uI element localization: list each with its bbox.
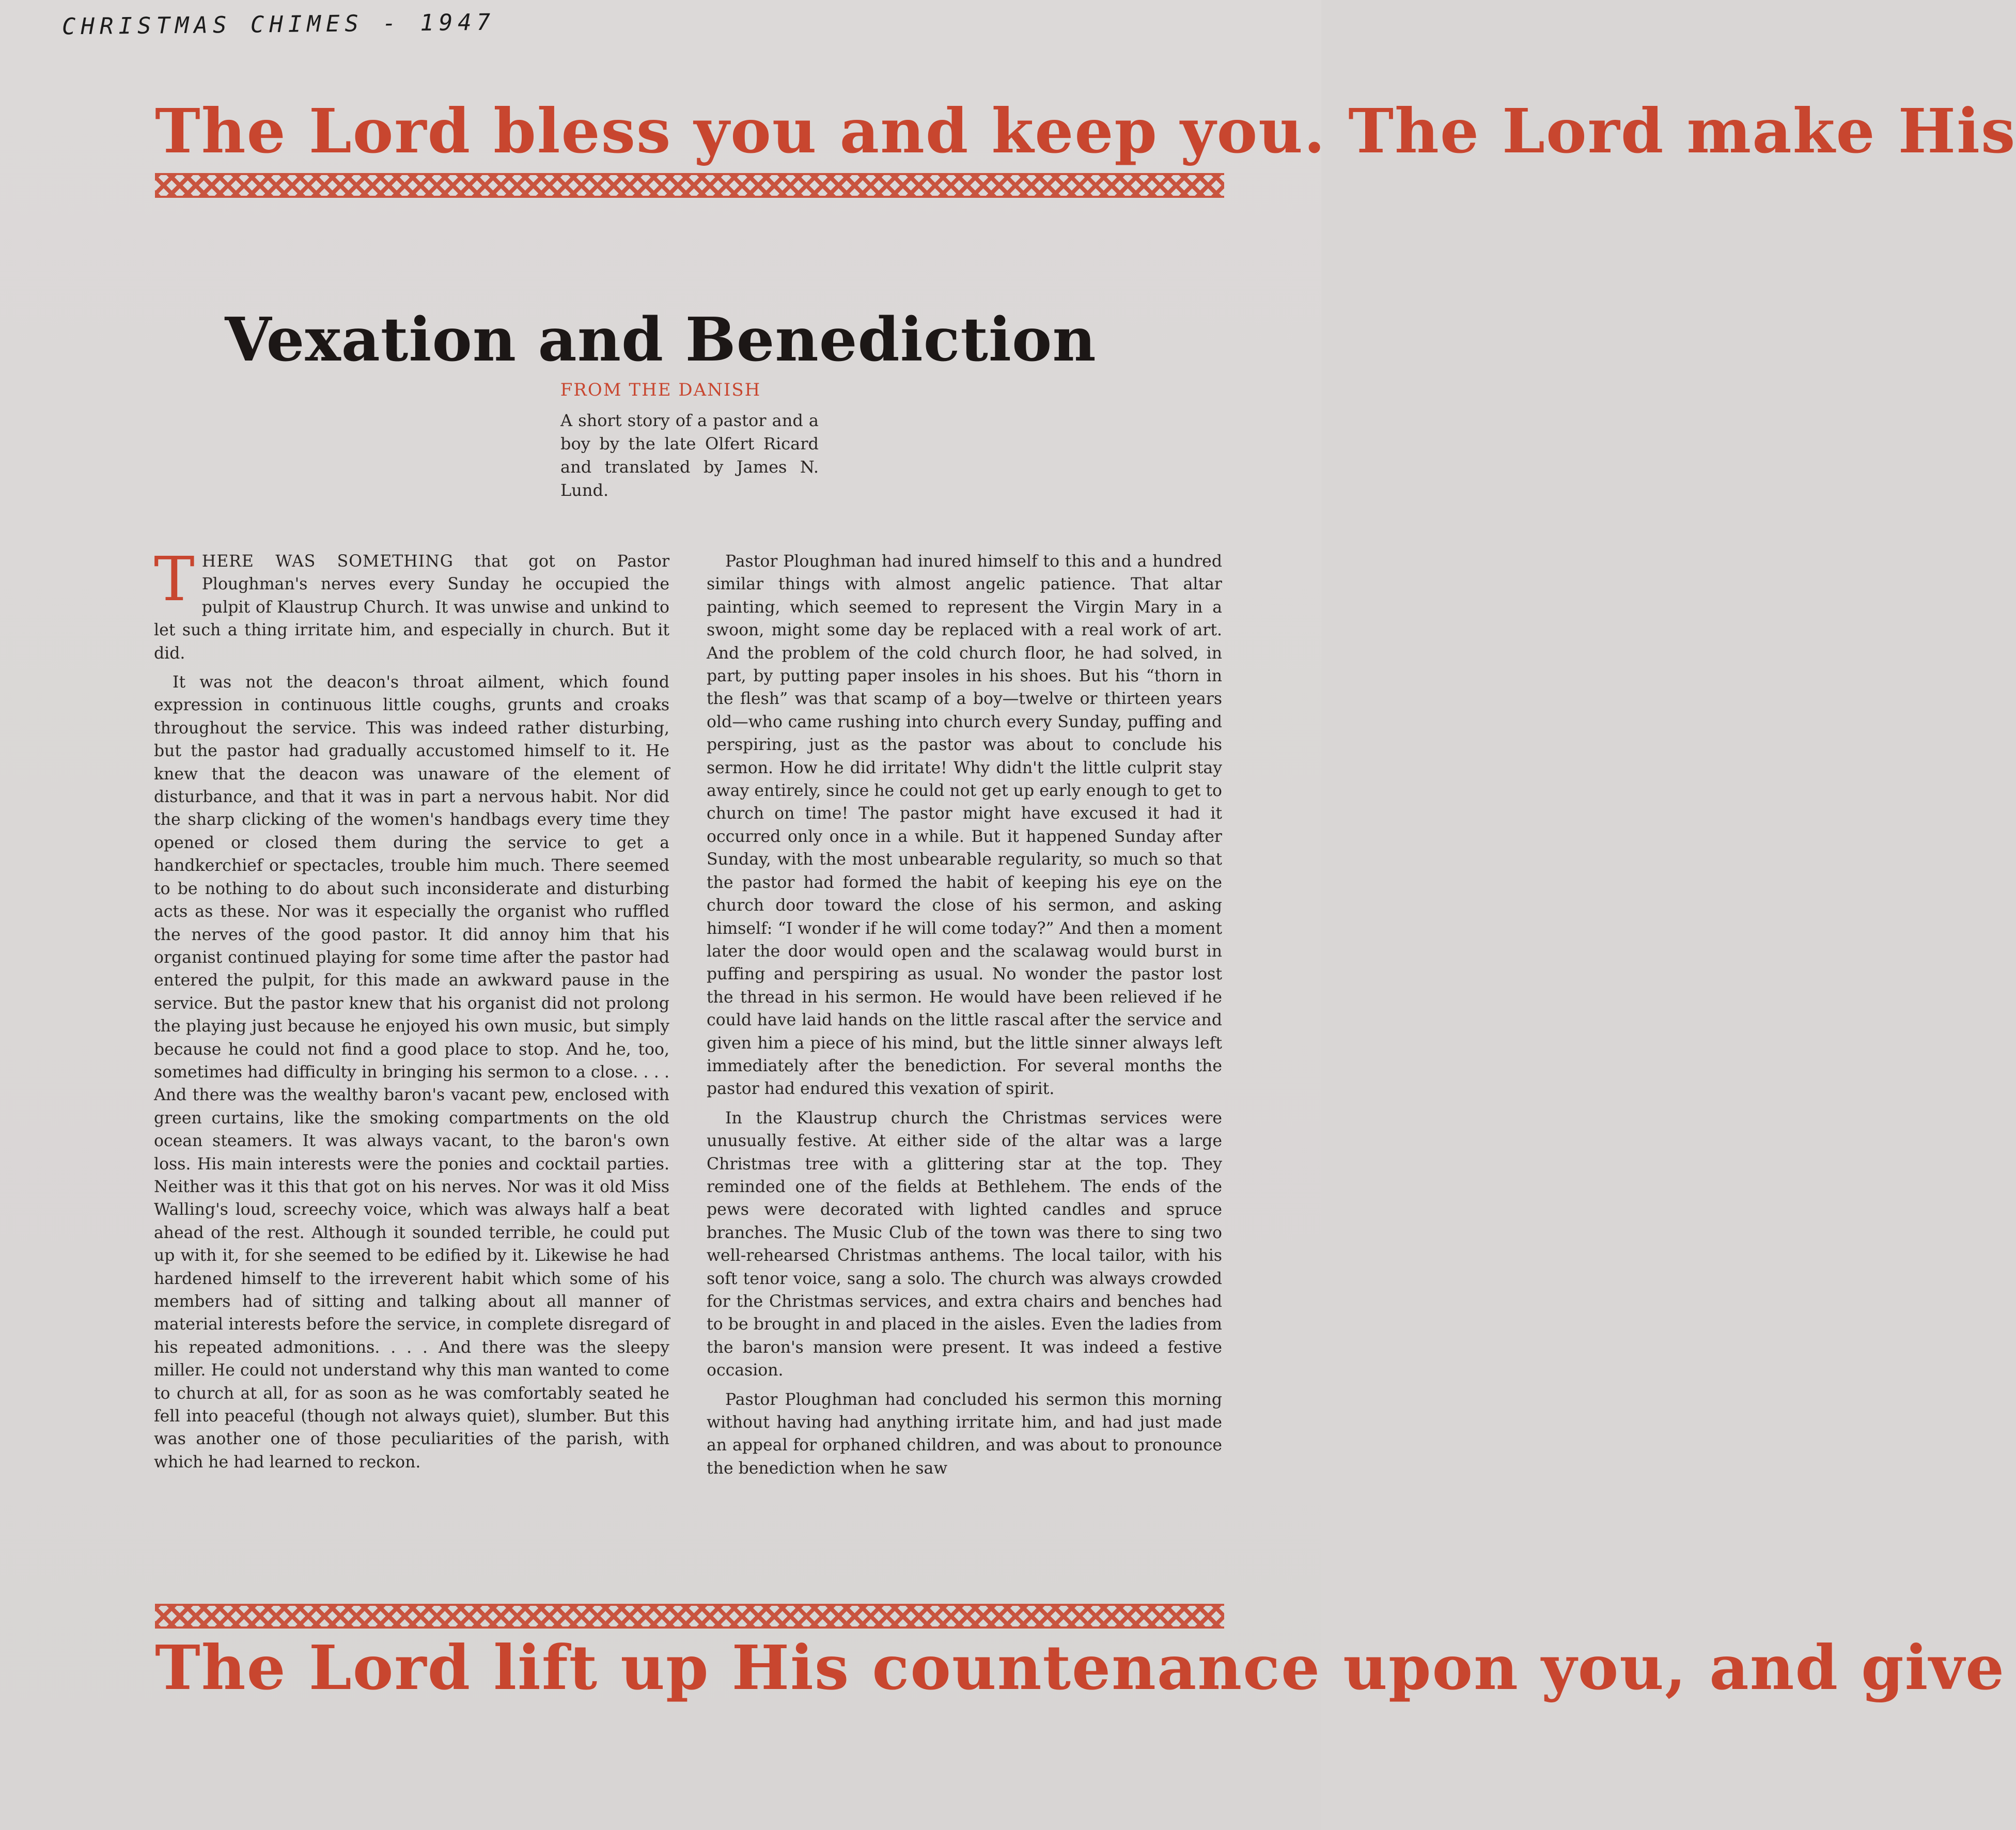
paragraph: It was not the deacon's throat ailment, which found expression in continuous little coughs, grunts and croaks throughout the service. This was indeed rather disturbing, but the pastor had gradually accustomed himself to it. He knew that the deacon was unaware of the element of disturbance, and that it was in part a nervous habit. Nor did the sharp clicking of the women's handbags every time they opened or closed them during the service to get a handkerchief or spectacles, trouble him much. There seemed to be nothing to do about such inconsiderate and disturbing acts as these. Nor was it especially the organist who ruffled the nerves of the good pastor. It did annoy him that his organist continued playing for some time after the pastor had entered the pulpit, for this made an awkward pause in the service. But the pastor knew that his organist did not prolong the playing just because he enjoyed his own music, but simply because he could not find a good place to stop. And he, too, sometimes had difficulty in bringing his sermon to a close. . . . And there was the wealthy baron's vacant pew, enclosed with green curtains, like the smoking compartments on the old ocean steamers. It was always vacant, to the baron's own loss. His main interests were the ponies and cocktail parties. Neither was it this that got on his nerves. Nor was it old Miss Walling's loud, screechy voice, which was always half a beat ahead of the rest. Although it sounded terrible, he could put up with it, for she seemed to be edified by it. Likewise he had hardened himself to the irreverent habit which some of his members had of sitting and talking about all manner of material interests before the service, in complete disregard of his repeated admonitions. . . . And there was the sleepy miller. He could not understand why this man wanted to come to church at all, for as soon as he was comfortably seated he fell into peaceful (though not always quiet), slumber. But this was another one of those peculiarities of the parish, with which he had learned to reckon. <box>154 673 669 1472</box>
paragraph-text: that got on Pastor Ploughman's nerves every Sunday he occupied the pulpit of Klaustrup Church. It was unwise and unkind to let such a thing irritate him, and especially in church. But it did. <box>154 552 670 663</box>
article-subtitle: FROM THE DANISH <box>560 380 761 400</box>
bottom-ornament-border <box>155 1604 1224 1629</box>
paragraph: Pastor Ploughman had inured himself to this and a hundred similar things with almost angelic patience. That altar painting, which seemed to represent the Virgin Mary in a swoon, might some day be replaced with a real work of art. And the problem of the cold church floor, he had solved, in part, by putting paper insoles in his shoes. But his “thorn in the flesh” was that scamp of a boy—twelve or thirteen years old—who came rushing into church every Sunday, puffing and perspiring, just as the pastor was about to conclude his sermon. How he did irritate! Why didn't the little culprit stay away entirely, since he could not get up early enough to get to church on time! The pastor might have excused it had it occurred only once in a while. But it happened Sunday after Sunday, with the most unbearable regularity, so much so that the pastor had formed the habit of keeping his eye on the church door toward the close of his sermon, and asking himself: “I wonder if he will come today?” And then a moment later the door would open and the scalawag would burst in puffing and perspiring as usual. No wonder the pastor lost the thread in his sermon. He would have been relieved if he could have laid hands on the little rascal after the service and given him a piece of his mind, but the little sinner always left immediately after the benediction. For several months the pastor had endured this vexation of spirit. <box>707 552 1222 1099</box>
handwritten-note: CHRISTMAS CHIMES - 1947 <box>61 9 496 40</box>
bottom-banner-text: The Lord lift up His countenance upon you, and give <box>155 1632 2006 1703</box>
top-ornament-border <box>155 173 1224 198</box>
article-intro: A short story of a pastor and a boy by the late Olfert Ricard and translated by James N. Lund. <box>560 411 819 500</box>
left-column <box>154 543 670 1480</box>
right-column <box>707 550 1222 1486</box>
drop-cap: T <box>154 543 195 615</box>
lead-caps: HERE WAS SOMETHING <box>201 552 454 571</box>
top-banner-text: The Lord bless you and keep you. The Lord make His <box>155 95 2016 167</box>
article-title: Vexation and Benediction <box>225 305 1097 375</box>
paragraph <box>154 543 670 665</box>
paragraph: Pastor Ploughman had concluded his sermon this morning without having had anything irritate him, and had just made an appeal for orphaned children, and was about to pronounce the benediction when he saw <box>707 1390 1222 1478</box>
paragraph: In the Klaustrup church the Christmas services were unusually festive. At either side of the altar was a large Christmas tree with a glittering star at the top. They reminded one of the fields at Bethlehem. The ends of the pews were decorated with lighted candles and spruce branches. The Music Club of the town was there to sing two well-rehearsed Christmas anthems. The local tailor, with his soft tenor voice, sang a solo. The church was always crowded for the Christmas services, and extra chairs and benches had to be brought in and placed in the aisles. Even the ladies from the baron's mansion were present. It was indeed a festive occasion. <box>707 1108 1222 1380</box>
